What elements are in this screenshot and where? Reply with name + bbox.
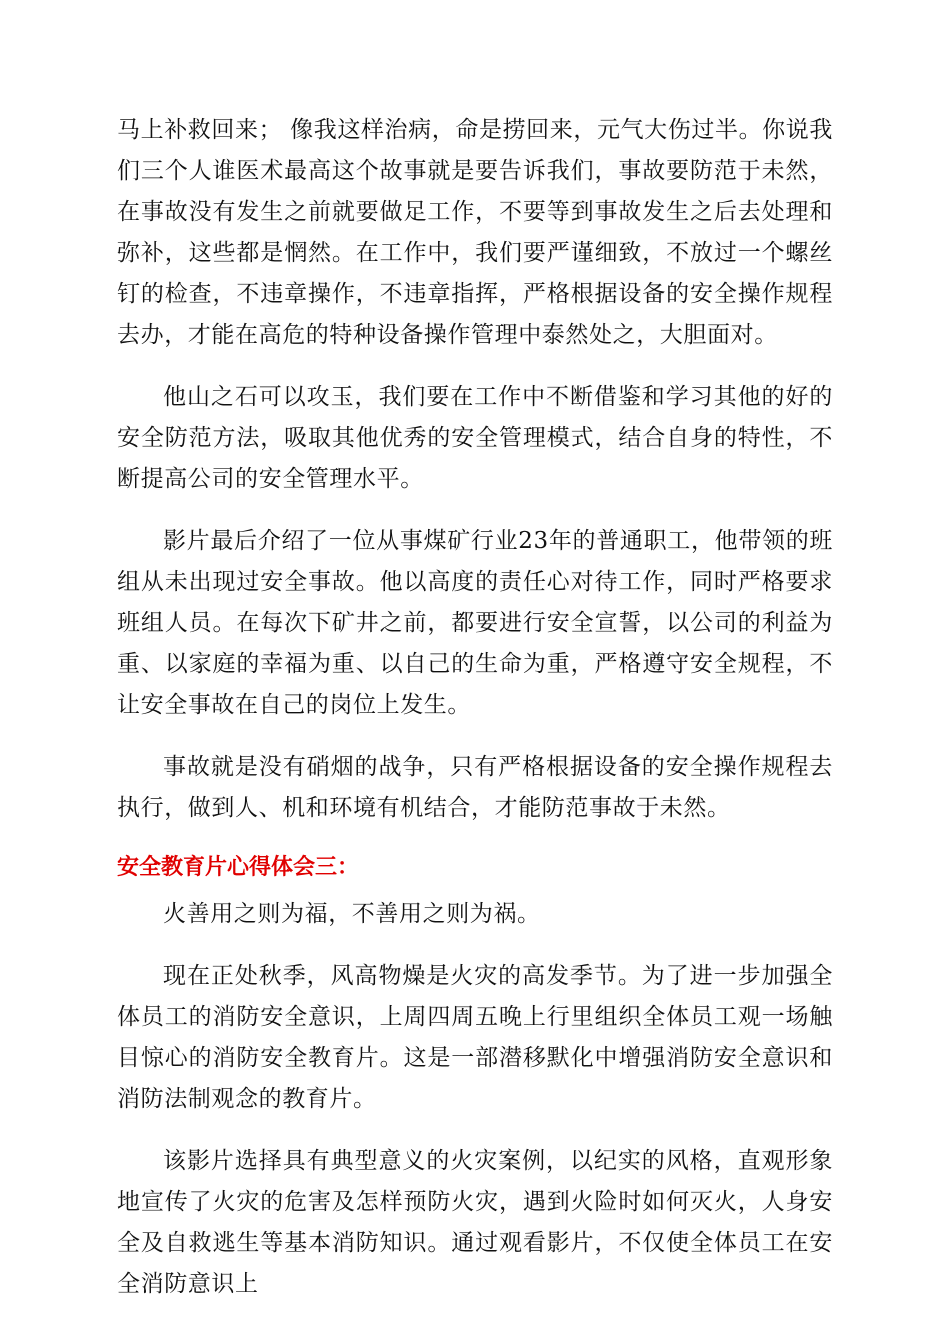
document-body	[117, 110, 833, 1326]
paragraph-3: 影片最后介绍了一位从事煤矿行业23年的普通职工，他带领的班组从未出现过安全事故。他以高度的责任心对待工作，同时严格要求班组人员。在每次下矿井之前，都要进行安全宣誓，以公司的利益为重、以家庭的幸福为重、以自己的生命为重，严格遵守安全规程，不让安全事故在自己的岗位上发生。	[117, 528, 833, 718]
paragraph-5: 火善用之则为福，不善用之则为祸。	[163, 901, 541, 927]
paragraph-6: 现在正处秋季，风高物燥是火灾的高发季节。为了进一步加强全体员工的消防安全意识，上周四周五晚上行里组织全体员工观一场触目惊心的消防安全教育片。这是一部潜移默化中增强消防安全意识和消防法制观念的教育片。	[117, 963, 833, 1112]
paragraph-4: 事故就是没有硝烟的战争，只有严格根据设备的安全操作规程去执行，做到人、机和环境有机结合，才能防范事故于未然。	[117, 754, 833, 821]
paragraph-1: 马上补救回来； 像我这样治病，命是捞回来，元气大伤过半。你说我们三个人谁医术最高这个故事就是要告诉我们，事故要防范于未然，在事故没有发生之前就要做足工作，不要等到事故发生之后去处理和弥补，这些都是惘然。在工作中，我们要严谨细致，不放过一个螺丝钉的检查，不违章操作，不违章指挥，严格根据设备的安全操作规程去办，才能在高危的特种设备操作管理中泰然处之，大胆面对。	[117, 117, 833, 348]
paragraph-7: 该影片选择具有典型意义的火灾案例，以纪实的风格，直观形象地宣传了火灾的危害及怎样预防火灾，遇到火险时如何灭火，人身安全及自救逃生等基本消防知识。通过观看影片，不仅使全体员工在安全消防意识上	[117, 1148, 833, 1297]
paragraph-2: 他山之石可以攻玉，我们要在工作中不断借鉴和学习其他的好的安全防范方法，吸取其他优秀的安全管理模式，结合自身的特性，不断提高公司的安全管理水平。	[117, 384, 833, 492]
section-heading: 安全教育片心得体会三：	[117, 855, 360, 880]
